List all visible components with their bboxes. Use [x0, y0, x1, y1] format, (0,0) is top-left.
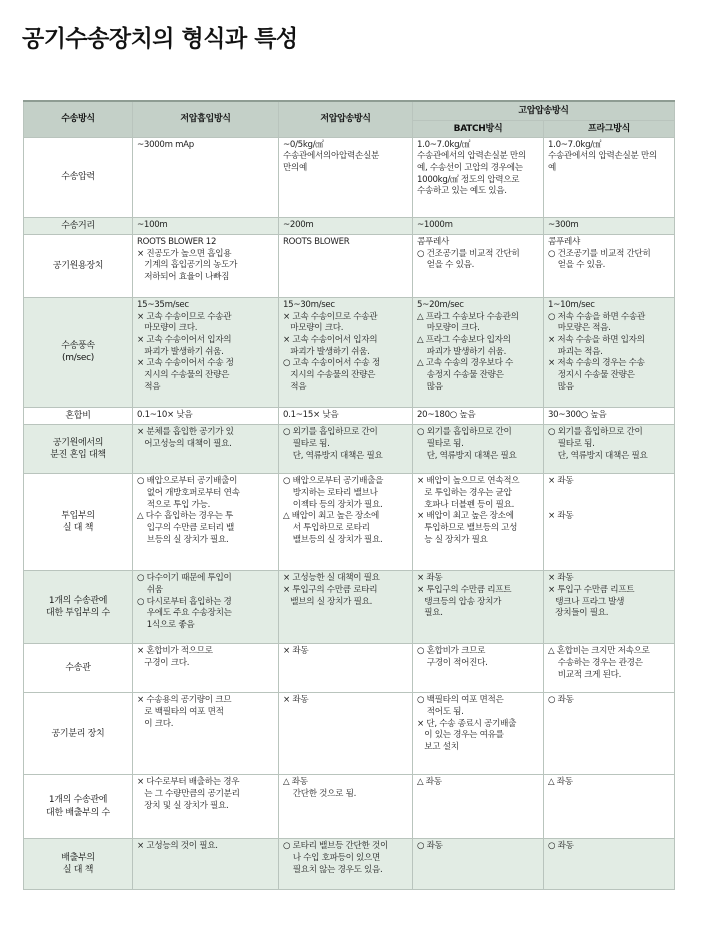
cell-batch: × 배압이 높으므로 연속적으 로 투입하는 경우는 균압 호파나 더블펜 등이 필요. × 배압이 최고 높은 장소에 투입하므로 밸브등의 고성 능 실 장치가 필요: [413, 474, 544, 571]
cell-plug: ○ 좌동: [544, 839, 675, 890]
row-label: 1개의 수송관에 대한 배출부의 수: [24, 775, 133, 839]
cell-suction: × 수송용의 공기량이 크므 로 백필타의 여포 면적 이 크다.: [133, 693, 279, 775]
row-label: 공기분리 장치: [24, 693, 133, 775]
table-row: [24, 407, 675, 424]
cell-conveying: ○ 로타리 밸브등 간단한 것이 나 수입 호파등이 있으면 필요치 않는 경우도 있음.: [279, 839, 413, 890]
cell-suction: × 고성능의 것이 필요.: [133, 839, 279, 890]
cell-conveying: × 좌동: [279, 644, 413, 693]
cell-batch: ○ 백필타의 여포 면적은 적어도 됨. × 단, 수송 종료시 공기배출 이 있는 경우는 여유를 보고 설치: [413, 693, 544, 775]
row-label: 수송거리: [24, 217, 133, 234]
table-row: [24, 839, 675, 890]
cell-conveying: △ 좌동 간단한 것으로 됨.: [279, 775, 413, 839]
header-batch: BATCH방식: [413, 120, 544, 137]
row-label: 수송관: [24, 644, 133, 693]
cell-suction: 0.1~10× 낮음: [133, 407, 279, 424]
cell-conveying: ○ 외기를 흡입하므로 간이 필타로 됨. 단, 역류방지 대책은 필요: [279, 425, 413, 474]
table-row: [24, 217, 675, 234]
cell-batch: △ 좌동: [413, 775, 544, 839]
table-row: [24, 137, 675, 217]
cell-suction: ~100m: [133, 217, 279, 234]
cell-suction: ~3000m mAp: [133, 137, 279, 217]
cell-suction: ○ 배압으로부터 공기배출이 없어 개방호퍼로부터 연속 적으로 투입 가능. △ 다수 흡입하는 경우는 투 입구의 수만큼 로터리 밸 브등의 실 장치가 필요.: [133, 474, 279, 571]
cell-conveying: ○ 배압으로부터 공기배출을 방지하는 로타리 밸브나 이젝타 등의 장치가 필요. △ 배압이 최고 높은 장소에 서 투입하므로 로타리 밸브등의 실 장치가 필요.: [279, 474, 413, 571]
row-label: 혼합비: [24, 407, 133, 424]
cell-batch: 5~20m/sec △ 프라그 수송보다 수송관의 마모량이 크다. △ 프라그 수송보다 입자의 파괴가 발생하기 쉬움. △ 고속 수송의 경우보다 수 송정지 수송물 잔량은 많음: [413, 297, 544, 407]
cell-plug: × 좌동 × 좌동: [544, 474, 675, 571]
row-label: 배출부의 실 대 책: [24, 839, 133, 890]
page-title: 공기수송장치의 형식과 특성: [22, 26, 298, 52]
cell-plug: 1.0~7.0kg/㎠ 수송관에서의 압력손실분 만의 예: [544, 137, 675, 217]
cell-suction: 15~35m/sec × 고속 수송이므로 수송관 마모량이 크다. × 고속 수송이어서 입자의 파괴가 발생하기 쉬움. × 고속 수송이어서 수송 정 지시의 수송물의 잔량은 적음: [133, 297, 279, 407]
cell-conveying: 0.1~15× 낮음: [279, 407, 413, 424]
cell-batch: × 좌동 × 투입구의 수만큼 리프트 탱크등의 압송 장치가 필요.: [413, 571, 544, 644]
cell-batch: ○ 혼합비가 크므로 구경이 적어진다.: [413, 644, 544, 693]
cell-batch: ○ 좌동: [413, 839, 544, 890]
cell-batch: ~1000m: [413, 217, 544, 234]
row-label: 투입부의 실 대 책: [24, 474, 133, 571]
cell-plug: 1~10m/sec ○ 저속 수송을 하면 수송관 마모량은 적음. × 저속 수송을 하면 입자의 파괴는 적음. × 저속 수송의 경우는 수송 정지시 수송물 잔량은 많음: [544, 297, 675, 407]
cell-conveying: × 고성능한 실 대책이 필요 × 투입구의 수만큼 로타리 밸브의 실 장치가 필요.: [279, 571, 413, 644]
table-row: [24, 571, 675, 644]
cell-batch: ○ 외기를 흡입하므로 간이 필타로 됨. 단, 역류방지 대책은 필요: [413, 425, 544, 474]
cell-conveying: ROOTS BLOWER: [279, 234, 413, 297]
header-low-pressure-conveying: 저압압송방식: [279, 101, 413, 137]
header-high-pressure-conveying: 고압압송방식: [413, 101, 675, 120]
cell-plug: △ 혼합비는 크지만 저속으로 수송하는 경우는 관경은 비교적 크게 된다.: [544, 644, 675, 693]
spec-table: [23, 100, 675, 890]
cell-plug: 30~300○ 높음: [544, 407, 675, 424]
table-row: [24, 297, 675, 407]
table-row: [24, 425, 675, 474]
cell-suction: × 혼합비가 적으므로 구경이 크다.: [133, 644, 279, 693]
cell-suction: × 다수로부터 배출하는 경우 는 그 수량만큼의 공기분리 장치 및 실 장치가 필요.: [133, 775, 279, 839]
row-label: 수송압력: [24, 137, 133, 217]
row-label: 공기원에서의 분진 혼입 대책: [24, 425, 133, 474]
cell-conveying: 15~30m/sec × 고속 수송이므로 수송관 마모량이 크다. × 고속 수송이어서 입자의 파괴가 발생하기 쉬움. ○ 고속 수송이어서 수송 정 지시의 수송물의 잔량은 적음: [279, 297, 413, 407]
table-row: [24, 775, 675, 839]
table-row: [24, 474, 675, 571]
cell-batch: 20~180○ 높음: [413, 407, 544, 424]
cell-conveying: ~0/5kg/㎠ 수송관에서의아압력손실분 만의예: [279, 137, 413, 217]
cell-plug: △ 좌동: [544, 775, 675, 839]
cell-suction: ROOTS BLOWER 12 × 진공도가 높으면 흡입용 기계의 흡입공기의 농도가 저하되어 효율이 나빠짐: [133, 234, 279, 297]
row-label: 1개의 수송관에 대한 투입부의 수: [24, 571, 133, 644]
cell-plug: ○ 외기를 흡입하므로 간이 필타로 됨. 단, 역류방지 대책은 필요: [544, 425, 675, 474]
cell-conveying: ~200m: [279, 217, 413, 234]
cell-suction: × 분체를 흡입한 공기가 있 어고성능의 대책이 필요.: [133, 425, 279, 474]
row-label: 공기원용장치: [24, 234, 133, 297]
row-label: 수송풍속 (m/sec): [24, 297, 133, 407]
cell-batch: 콤푸레사 ○ 건조공기를 비교적 간단히 얻을 수 있음.: [413, 234, 544, 297]
cell-conveying: × 좌동: [279, 693, 413, 775]
cell-suction: ○ 다수이기 때문에 투입이 쉬움 ○ 다시로부터 흡입하는 경 우에도 주요 수송장치는 1식으로 좋음: [133, 571, 279, 644]
table-row: [24, 234, 675, 297]
cell-batch: 1.0~7.0kg/㎠ 수송관에서의 압력손실분 만의 예, 수송선이 고압의 경우에는 1000kg/㎠ 정도의 압력으로 수송하고 있는 예도 있음.: [413, 137, 544, 217]
cell-plug: ~300m: [544, 217, 675, 234]
cell-plug: ○ 좌동: [544, 693, 675, 775]
cell-plug: 콤푸레샤 ○ 건조공기를 비교적 간단히 얻을 수 있음.: [544, 234, 675, 297]
table-row: [24, 644, 675, 693]
cell-plug: × 좌동 × 투입구 수만큼 리프트 탱크나 프라그 발생 장치들이 필요.: [544, 571, 675, 644]
header-transport-method: 수송방식: [24, 101, 133, 137]
header-plug: 프라그방식: [544, 120, 675, 137]
header-low-pressure-suction: 저압흡입방식: [133, 101, 279, 137]
table-row: [24, 693, 675, 775]
